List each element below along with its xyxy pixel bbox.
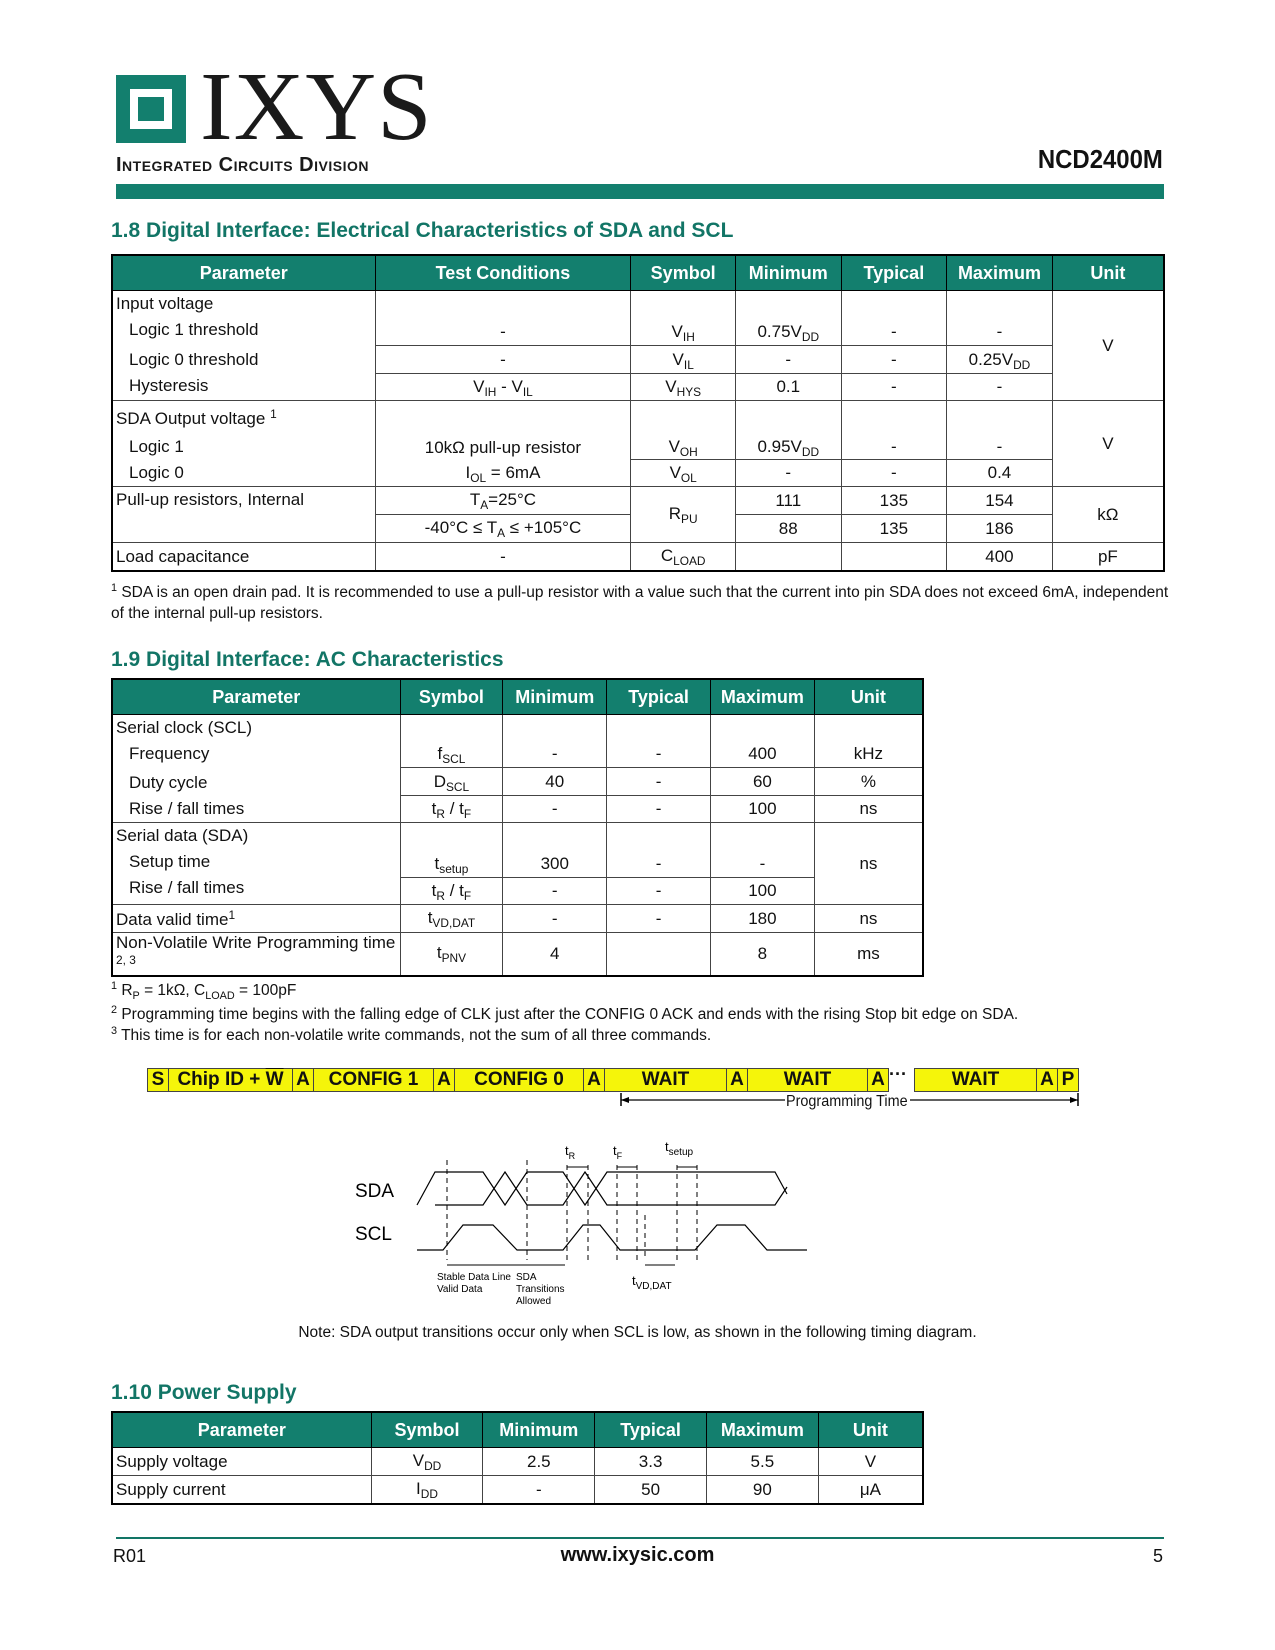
min-cell: 4 bbox=[503, 933, 607, 977]
min-cell bbox=[735, 543, 841, 572]
value: - bbox=[891, 463, 897, 482]
frame-ack: A bbox=[726, 1068, 748, 1092]
max-cell bbox=[710, 715, 814, 823]
page-number: 5 bbox=[1152, 1546, 1163, 1566]
param-cell: Supply voltage bbox=[112, 1448, 371, 1476]
footer-url-link[interactable]: www.ixysic.com bbox=[560, 1544, 715, 1566]
value: - bbox=[842, 316, 947, 346]
param-cell bbox=[112, 715, 400, 823]
value: - bbox=[947, 432, 1052, 460]
section-title-1-10: 1.10 Power Supply bbox=[111, 1381, 297, 1404]
value: - bbox=[736, 346, 841, 374]
value: $I_{OL} = 6mA$ bbox=[465, 463, 541, 485]
typ-cell bbox=[607, 823, 711, 905]
cond-cell bbox=[375, 401, 631, 487]
max-cell: 5.5 bbox=[706, 1448, 818, 1476]
frame-ellipsis: ··· bbox=[889, 1064, 907, 1084]
value: - bbox=[996, 377, 1003, 396]
write-frame-diagram bbox=[147, 1064, 1117, 1092]
col-header: Minimum bbox=[503, 679, 607, 715]
param-label: Input voltage bbox=[116, 294, 214, 313]
table-row bbox=[112, 1448, 923, 1476]
max-cell bbox=[947, 291, 1053, 401]
param-label: Logic 1 threshold bbox=[129, 320, 259, 339]
unit-cell: pF bbox=[1052, 543, 1164, 572]
frame-wait: WAIT bbox=[604, 1068, 727, 1092]
param-label: SDA Output voltage $^1$ bbox=[116, 407, 277, 428]
value: $0.95V_{DD}$ bbox=[736, 432, 841, 460]
value: - bbox=[655, 881, 662, 900]
unit-cell: kΩ bbox=[1052, 487, 1164, 543]
col-header: Parameter bbox=[112, 679, 400, 715]
unit-cell: ns bbox=[814, 823, 923, 905]
symbol-cell bbox=[400, 823, 503, 905]
power-supply-table bbox=[111, 1411, 924, 1505]
param-label: Frequency bbox=[129, 744, 210, 763]
svg-text:Valid Data: Valid Data bbox=[437, 1284, 483, 1295]
symbol: $t_{setup}$ bbox=[401, 849, 503, 878]
cond-cell: - bbox=[375, 543, 631, 572]
typ-cell bbox=[607, 933, 711, 977]
typ-cell: 3.3 bbox=[595, 1448, 707, 1476]
param-label: Rise / fall times bbox=[129, 878, 245, 897]
footer-rule bbox=[116, 1537, 1164, 1539]
frame-start: S bbox=[147, 1068, 169, 1092]
footnote-1-8: $^1$ SDA is an open drain pad. It is recommended to use a pull-up resistor with a value such that the current into pin SDA does not exceed 6mA, independent of the internal pull-up resistors. bbox=[111, 582, 1169, 622]
value: - bbox=[842, 346, 947, 374]
min-cell bbox=[503, 715, 607, 823]
max-cell bbox=[947, 401, 1053, 487]
value: - bbox=[785, 463, 792, 482]
symbol-cell: $R_{PU}$ bbox=[631, 487, 736, 543]
scl-label bbox=[355, 1224, 392, 1245]
col-header: Typical bbox=[595, 1412, 707, 1448]
table-header-row bbox=[112, 679, 923, 715]
max-cell: 90 bbox=[706, 1476, 818, 1505]
symbol: $V_{IH}$ bbox=[631, 316, 735, 346]
min-cell: - bbox=[503, 905, 607, 933]
param-label: Rise / fall times bbox=[129, 799, 245, 818]
typ-cell bbox=[607, 715, 711, 823]
ac-characteristics-table bbox=[111, 678, 924, 977]
svg-text:Allowed: Allowed bbox=[516, 1296, 552, 1307]
frame-chip-id: Chip ID + $\overline{W}$ bbox=[168, 1068, 293, 1092]
value: % bbox=[815, 768, 922, 796]
param-label: Logic 1 bbox=[129, 437, 184, 456]
param-cell bbox=[112, 823, 400, 905]
cond-cell: $T_A=25^\circ C$ bbox=[375, 487, 631, 515]
symbol: $V_{OL}$ bbox=[669, 463, 697, 485]
svg-text:SDA: SDA bbox=[355, 1181, 395, 1202]
min-cell bbox=[735, 401, 841, 487]
frame-ack: A bbox=[1036, 1068, 1058, 1092]
symbol: $t_R / t_F$ bbox=[431, 881, 472, 903]
value: - bbox=[947, 316, 1052, 346]
value: - bbox=[842, 432, 947, 460]
min-cell bbox=[735, 291, 841, 401]
min-cell: - bbox=[483, 1476, 595, 1505]
col-header: Test Conditions bbox=[375, 255, 631, 291]
frame-wait: WAIT bbox=[747, 1068, 868, 1092]
symbol: $t_R / t_F$ bbox=[431, 799, 472, 821]
value: - bbox=[503, 738, 606, 768]
section-title-1-8: 1.8 Digital Interface: Electrical Characteristics of SDA and SCL bbox=[111, 219, 734, 242]
footnote-1-9-3: $^3$ This time is for each non-volatile write commands, not the sum of all three commands. bbox=[111, 1025, 712, 1044]
col-header: Unit bbox=[818, 1412, 923, 1448]
max-cell: 154 bbox=[947, 487, 1053, 515]
param-cell: Data valid time$^1$ bbox=[112, 905, 400, 933]
symbol: $f_{SCL}$ bbox=[401, 738, 503, 768]
col-header: Typical bbox=[841, 255, 947, 291]
footnote-1-9-1: $^1$ $R_P = 1k\Omega$, $C_{LOAD} = 100pF$ bbox=[111, 980, 297, 1002]
table-row bbox=[112, 823, 923, 905]
programming-time-label: Programming Time bbox=[786, 1093, 908, 1110]
value: - bbox=[376, 346, 631, 374]
stable-data-note bbox=[437, 1272, 511, 1295]
symbol-cell: $I_{DD}$ bbox=[371, 1476, 483, 1505]
symbol: $V_{IL}$ bbox=[631, 346, 735, 374]
frame-ack: A bbox=[292, 1068, 314, 1092]
table-row bbox=[112, 543, 1164, 572]
col-header: Maximum bbox=[947, 255, 1053, 291]
unit-cell: V bbox=[1052, 291, 1164, 401]
value: - bbox=[551, 799, 558, 818]
min-cell: 111 bbox=[735, 487, 841, 515]
symbol: $D_{SCL}$ bbox=[401, 768, 503, 796]
part-number: NCD2400M bbox=[1038, 144, 1163, 174]
cond-cell: $-40^\circ C \le T_A \le +105^\circ C$ bbox=[375, 515, 631, 543]
max-cell: 8 bbox=[710, 933, 814, 977]
svg-text:Stable Data Line: Stable Data Line bbox=[437, 1272, 511, 1283]
unit-cell: V bbox=[818, 1448, 923, 1476]
typ-cell: - bbox=[607, 905, 711, 933]
max-cell: 400 bbox=[947, 543, 1053, 572]
table-header-row bbox=[112, 255, 1164, 291]
unit-cell: V bbox=[1052, 401, 1164, 487]
tf-label: $t_F$ bbox=[613, 1143, 623, 1161]
value: 0.4 bbox=[987, 463, 1012, 482]
col-header: Minimum bbox=[483, 1412, 595, 1448]
col-header: Unit bbox=[814, 679, 923, 715]
tsetup-label: $t_{setup}$ bbox=[665, 1139, 694, 1158]
col-header: Symbol bbox=[400, 679, 503, 715]
value: kHz bbox=[815, 738, 922, 768]
param-cell: Supply current bbox=[112, 1476, 371, 1505]
param-label: Serial data (SDA) bbox=[116, 826, 249, 845]
unit-cell: ns bbox=[814, 905, 923, 933]
symbol-cell bbox=[400, 715, 503, 823]
max-cell bbox=[710, 823, 814, 905]
min-cell: 2.5 bbox=[483, 1448, 595, 1476]
value: $0.75V_{DD}$ bbox=[736, 316, 841, 346]
param-label: Logic 0 bbox=[129, 463, 184, 482]
symbol-cell: $t_{VD,DAT}$ bbox=[400, 905, 503, 933]
col-header: Minimum bbox=[735, 255, 841, 291]
param-label: Hysteresis bbox=[129, 376, 209, 395]
param-cell: Non-Volatile Write Programming time $^{2, 3}$ bbox=[112, 933, 400, 977]
min-cell: 88 bbox=[735, 515, 841, 543]
table-header-row bbox=[112, 1412, 923, 1448]
logo-wordmark: IXYS bbox=[200, 53, 433, 161]
param-cell bbox=[112, 401, 375, 487]
value: 100 bbox=[748, 799, 777, 818]
timing-note: Note: SDA output transitions occur only when SCL is low, as shown in the following timing diagram. bbox=[298, 1324, 977, 1341]
param-cell: Pull-up resistors, Internal bbox=[112, 487, 375, 543]
value: $0.25V_{DD}$ bbox=[947, 346, 1052, 374]
frame-config0: CONFIG 0 bbox=[454, 1068, 584, 1092]
timing-diagram bbox=[355, 1125, 825, 1320]
col-header: Symbol bbox=[371, 1412, 483, 1448]
param-cell: Load capacitance bbox=[112, 543, 375, 572]
value: 400 bbox=[711, 738, 814, 768]
frame-ack: A bbox=[583, 1068, 605, 1092]
typ-cell bbox=[841, 401, 947, 487]
col-header: Symbol bbox=[631, 255, 736, 291]
symbol-cell: $V_{DD}$ bbox=[371, 1448, 483, 1476]
min-cell bbox=[503, 823, 607, 905]
typ-cell bbox=[841, 291, 947, 401]
frame-stop: P bbox=[1057, 1068, 1079, 1092]
value: ns bbox=[859, 799, 878, 818]
svg-text:SCL: SCL bbox=[355, 1224, 392, 1245]
tr-label: $t_R$ bbox=[565, 1143, 576, 1161]
value: 60 bbox=[711, 768, 814, 796]
value: 40 bbox=[503, 768, 606, 796]
symbol: $V_{OH}$ bbox=[631, 432, 735, 460]
value: 0.1 bbox=[776, 377, 801, 396]
value: 10kΩ pull-up resistor bbox=[424, 438, 582, 457]
symbol: $V_{HYS}$ bbox=[665, 377, 702, 399]
col-header: Typical bbox=[607, 679, 711, 715]
table-row bbox=[112, 487, 1164, 515]
tvd-label: $t_{VD,DAT}$ bbox=[632, 1273, 672, 1292]
unit-cell: μA bbox=[818, 1476, 923, 1505]
value: - bbox=[607, 849, 710, 878]
typ-cell: 50 bbox=[595, 1476, 707, 1505]
frame-ack: A bbox=[867, 1068, 889, 1092]
frame-config1: CONFIG 1 bbox=[313, 1068, 434, 1092]
value: 100 bbox=[748, 881, 777, 900]
param-label: Serial clock (SCL) bbox=[116, 718, 253, 737]
value: - bbox=[376, 316, 631, 346]
col-header: Maximum bbox=[706, 1412, 818, 1448]
table-row bbox=[112, 401, 1164, 487]
table-row bbox=[112, 291, 1164, 401]
value: $V_{IH} - V_{IL}$ bbox=[473, 377, 533, 399]
col-header: Maximum bbox=[710, 679, 814, 715]
value: - bbox=[655, 799, 662, 818]
param-label: Duty cycle bbox=[129, 773, 208, 792]
value: - bbox=[607, 768, 710, 796]
frame-ack: A bbox=[433, 1068, 455, 1092]
param-cell bbox=[112, 291, 375, 401]
value: - bbox=[711, 849, 814, 878]
electrical-characteristics-table bbox=[111, 254, 1165, 572]
svg-text:Transitions: Transitions bbox=[516, 1284, 565, 1295]
typ-cell: 135 bbox=[841, 515, 947, 543]
param-label: Setup time bbox=[129, 852, 211, 871]
table-row bbox=[112, 933, 923, 977]
header-bar bbox=[116, 184, 1164, 199]
value: - bbox=[607, 738, 710, 768]
col-header: Parameter bbox=[112, 1412, 371, 1448]
footnote-1-9-2: $^2$ Programming time begins with the falling edge of CLK just after the CONFIG 0 ACK and ends with the rising Stop bit edge on SDA. bbox=[111, 1004, 1019, 1023]
max-cell: 180 bbox=[710, 905, 814, 933]
ixys-logo-mark bbox=[116, 75, 186, 143]
symbol-cell: $t_{PNV}$ bbox=[400, 933, 503, 977]
unit-cell: ms bbox=[814, 933, 923, 977]
symbol-cell: $C_{LOAD}$ bbox=[631, 543, 736, 572]
typ-cell bbox=[841, 543, 947, 572]
symbol-cell bbox=[631, 401, 736, 487]
cond-cell bbox=[375, 291, 631, 401]
svg-text:SDA: SDA bbox=[516, 1272, 537, 1283]
section-title-1-9: 1.9 Digital Interface: AC Characteristics bbox=[111, 648, 504, 671]
value: - bbox=[891, 377, 897, 396]
logo-division-text: Integrated Circuits Division bbox=[116, 154, 369, 176]
param-label: Logic 0 threshold bbox=[129, 350, 259, 369]
table-row bbox=[112, 905, 923, 933]
unit-cell bbox=[814, 715, 923, 823]
revision: R01 bbox=[113, 1546, 147, 1566]
col-header: Parameter bbox=[112, 255, 375, 291]
sda-transitions-note bbox=[516, 1272, 565, 1307]
sda-label bbox=[355, 1181, 394, 1202]
table-row bbox=[112, 715, 923, 823]
max-cell: 186 bbox=[947, 515, 1053, 543]
frame-wait: WAIT bbox=[914, 1068, 1037, 1092]
col-header: Unit bbox=[1052, 255, 1164, 291]
value: 300 bbox=[503, 849, 606, 878]
table-row bbox=[112, 1476, 923, 1505]
value: - bbox=[551, 881, 558, 900]
typ-cell: 135 bbox=[841, 487, 947, 515]
symbol-cell bbox=[631, 291, 736, 401]
